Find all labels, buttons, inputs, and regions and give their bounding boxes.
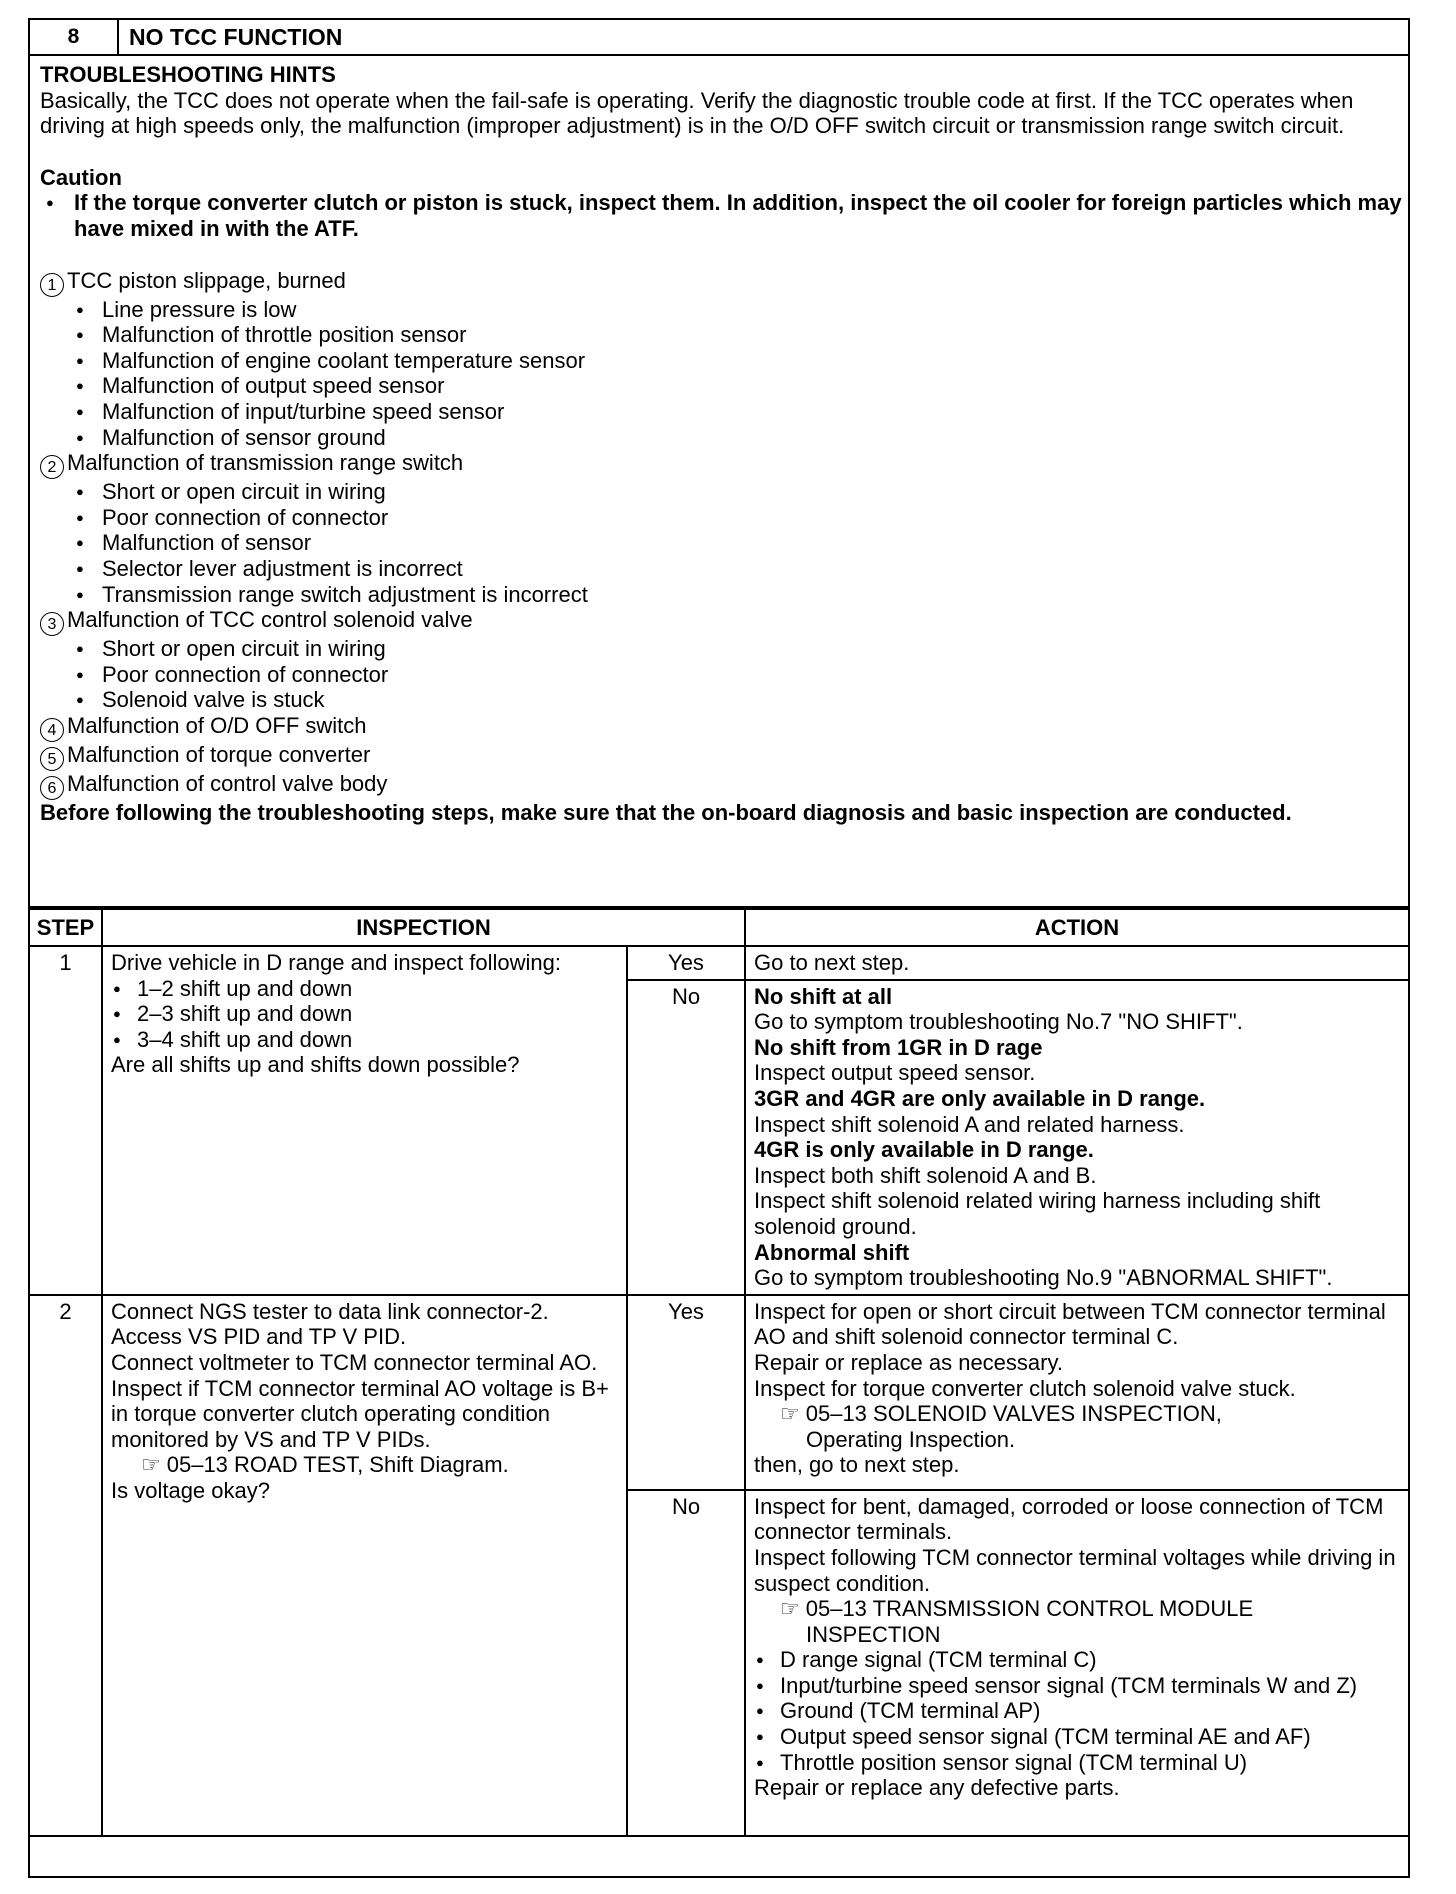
yes-action bbox=[745, 1295, 1408, 1490]
cause-item: ● Malfunction of sensor bbox=[72, 530, 1408, 556]
cause-number: 6 bbox=[40, 776, 64, 800]
table-row bbox=[30, 946, 1408, 980]
no-label: No bbox=[627, 1490, 745, 1836]
hints-intro: Basically, the TCC does not operate when the fail-safe is operating. Verify the diagnostic trouble code at first. If the TCC operates when driving at high speeds only, the malfunction (improper adjustment) is in the O/D OFF switch circuit or transmission range switch circuit. bbox=[40, 87, 1354, 139]
yes-label: Yes bbox=[627, 1295, 745, 1490]
col-inspection: INSPECTION bbox=[102, 909, 745, 946]
yes-action: Go to next step. bbox=[745, 946, 1408, 980]
action-bullet: ● Throttle position sensor signal (TCM terminal U) bbox=[754, 1750, 1400, 1776]
action-line: Inspect for torque converter clutch solenoid valve stuck. bbox=[754, 1375, 1296, 1401]
action-bullet: ● Ground (TCM terminal AP) bbox=[754, 1698, 1400, 1724]
cause-item: ● Short or open circuit in wiring bbox=[72, 636, 1408, 662]
inspection-question: Is voltage okay? bbox=[111, 1477, 270, 1503]
action-heading: No shift from 1GR in D rage bbox=[754, 1034, 1043, 1060]
cause-text: Malfunction of transmission range switch bbox=[67, 450, 464, 476]
action-line: Inspect shift solenoid related wiring harness including shift solenoid ground. bbox=[754, 1188, 1321, 1239]
action-line: Inspect shift solenoid A and related harness. bbox=[754, 1111, 1185, 1137]
step-number: 1 bbox=[30, 946, 102, 1295]
cause-number: 5 bbox=[40, 747, 64, 771]
reference-link: ☞ 05–13 SOLENOID VALVES INSPECTION, bbox=[754, 1401, 1400, 1427]
cause-3 bbox=[40, 607, 1408, 636]
step-number: 2 bbox=[30, 1295, 102, 1836]
steps-table bbox=[30, 908, 1408, 1837]
no-label: No bbox=[627, 980, 745, 1295]
action-line: Go to symptom troubleshooting No.7 "NO SHIFT". bbox=[754, 1009, 1243, 1035]
cause-text: TCC piston slippage, burned bbox=[67, 267, 346, 293]
cause-number: 4 bbox=[40, 718, 64, 742]
inspection-line: Access VS PID and TP V PID. bbox=[111, 1324, 407, 1350]
cause-number: 2 bbox=[40, 455, 64, 479]
cause-item: ● Poor connection of connector bbox=[72, 505, 1408, 531]
caution-heading: Caution bbox=[40, 164, 122, 190]
no-action bbox=[745, 980, 1408, 1295]
cause-item: ● Transmission range switch adjustment is incorrect bbox=[72, 582, 1408, 608]
col-step: STEP bbox=[30, 909, 102, 946]
action-line: Inspect output speed sensor. bbox=[754, 1060, 1036, 1086]
cause-item: ● Malfunction of engine coolant temperature sensor bbox=[72, 348, 1408, 374]
inspection-question: Are all shifts up and shifts down possible? bbox=[111, 1052, 520, 1078]
action-line: Go to symptom troubleshooting No.9 "ABNORMAL SHIFT". bbox=[754, 1265, 1333, 1291]
cause-item: ● Malfunction of throttle position sensor bbox=[72, 322, 1408, 348]
action-line: Inspect for open or short circuit between TCM connector terminal AO and shift solenoid connector terminal C. bbox=[754, 1298, 1386, 1350]
col-action: ACTION bbox=[745, 909, 1408, 946]
cause-item: ● Malfunction of input/turbine speed sensor bbox=[72, 399, 1408, 425]
action-heading: Abnormal shift bbox=[754, 1239, 910, 1265]
cause-text: Malfunction of O/D OFF switch bbox=[67, 712, 367, 738]
action-bullet: ● D range signal (TCM terminal C) bbox=[754, 1647, 1400, 1673]
cause-item: ● Malfunction of sensor ground bbox=[72, 425, 1408, 451]
inspection-line: Connect NGS tester to data link connector-2. bbox=[111, 1298, 549, 1324]
hints-heading: TROUBLESHOOTING HINTS bbox=[40, 62, 336, 87]
inspection-line: Drive vehicle in D range and inspect following: bbox=[111, 950, 562, 975]
table-row bbox=[30, 1295, 1408, 1490]
step-inspection bbox=[102, 1295, 627, 1836]
action-heading: 3GR and 4GR are only available in D range. bbox=[754, 1085, 1206, 1111]
cause-4 bbox=[40, 713, 1408, 742]
cause-2 bbox=[40, 450, 1408, 479]
service-manual-page bbox=[28, 18, 1410, 1878]
reference-link: ☞ 05–13 TRANSMISSION CONTROL MODULE bbox=[754, 1596, 1400, 1622]
action-line: then, go to next step. bbox=[754, 1452, 960, 1478]
cause-6 bbox=[40, 771, 1408, 800]
inspection-bullet: ● 1–2 shift up and down bbox=[111, 976, 618, 1002]
reference-link-cont: INSPECTION bbox=[806, 1621, 941, 1647]
cause-number: 1 bbox=[40, 273, 64, 297]
cause-text: Malfunction of torque converter bbox=[67, 741, 371, 767]
cause-5 bbox=[40, 742, 1408, 771]
inspection-bullet: ● 3–4 shift up and down bbox=[111, 1027, 618, 1053]
action-bullet: ● Output speed sensor signal (TCM terminal AE and AF) bbox=[754, 1724, 1400, 1750]
action-bullet: ● Input/turbine speed sensor signal (TCM terminals W and Z) bbox=[754, 1673, 1400, 1699]
action-line: Inspect for bent, damaged, corroded or loose connection of TCM connector terminals. bbox=[754, 1493, 1384, 1545]
reference-link-cont: Operating Inspection. bbox=[806, 1426, 1016, 1452]
cause-text: Malfunction of control valve body bbox=[67, 770, 388, 796]
cause-item: ● Poor connection of connector bbox=[72, 662, 1408, 688]
action-line: Repair or replace any defective parts. bbox=[754, 1775, 1120, 1801]
cause-1 bbox=[40, 268, 1408, 297]
cause-item: ● Solenoid valve is stuck bbox=[72, 687, 1408, 713]
caution-text: ● If the torque converter clutch or piston is stuck, inspect them. In addition, inspect the oil cooler for foreign particles which may have mixed in with the ATF. bbox=[40, 190, 1408, 241]
action-line: Repair or replace as necessary. bbox=[754, 1349, 1063, 1375]
cause-number: 3 bbox=[40, 612, 64, 636]
troubleshooting-hints bbox=[30, 56, 1408, 908]
section-header bbox=[30, 20, 1408, 56]
section-number: 8 bbox=[30, 20, 119, 54]
inspection-line: Inspect if TCM connector terminal AO voltage is B+ in torque converter clutch operating condition monitored by VS and TP V PIDs. bbox=[111, 1375, 609, 1452]
yes-label: Yes bbox=[627, 946, 745, 980]
reference-link: ☞ 05–13 ROAD TEST, Shift Diagram. bbox=[111, 1452, 618, 1478]
no-action bbox=[745, 1490, 1408, 1836]
inspection-bullet: ● 2–3 shift up and down bbox=[111, 1001, 618, 1027]
cause-item: ● Selector lever adjustment is incorrect bbox=[72, 556, 1408, 582]
cause-text: Malfunction of TCC control solenoid valve bbox=[67, 607, 473, 633]
before-note: Before following the troubleshooting steps, make sure that the on-board diagnosis and basic inspection are conducted. bbox=[40, 799, 1292, 825]
action-heading: 4GR is only available in D range. bbox=[754, 1137, 1094, 1163]
cause-item: ● Malfunction of output speed sensor bbox=[72, 373, 1408, 399]
cause-item: ● Line pressure is low bbox=[72, 297, 1408, 323]
section-title: NO TCC FUNCTION bbox=[129, 24, 343, 50]
table-header-row bbox=[30, 909, 1408, 946]
inspection-line: Connect voltmeter to TCM connector terminal AO. bbox=[111, 1349, 598, 1375]
action-line: Inspect following TCM connector terminal voltages while driving in suspect condition. bbox=[754, 1544, 1396, 1596]
step-inspection bbox=[102, 946, 627, 1295]
action-line: Inspect both shift solenoid A and B. bbox=[754, 1162, 1097, 1188]
action-heading: No shift at all bbox=[754, 983, 893, 1009]
cause-item: ● Short or open circuit in wiring bbox=[72, 479, 1408, 505]
